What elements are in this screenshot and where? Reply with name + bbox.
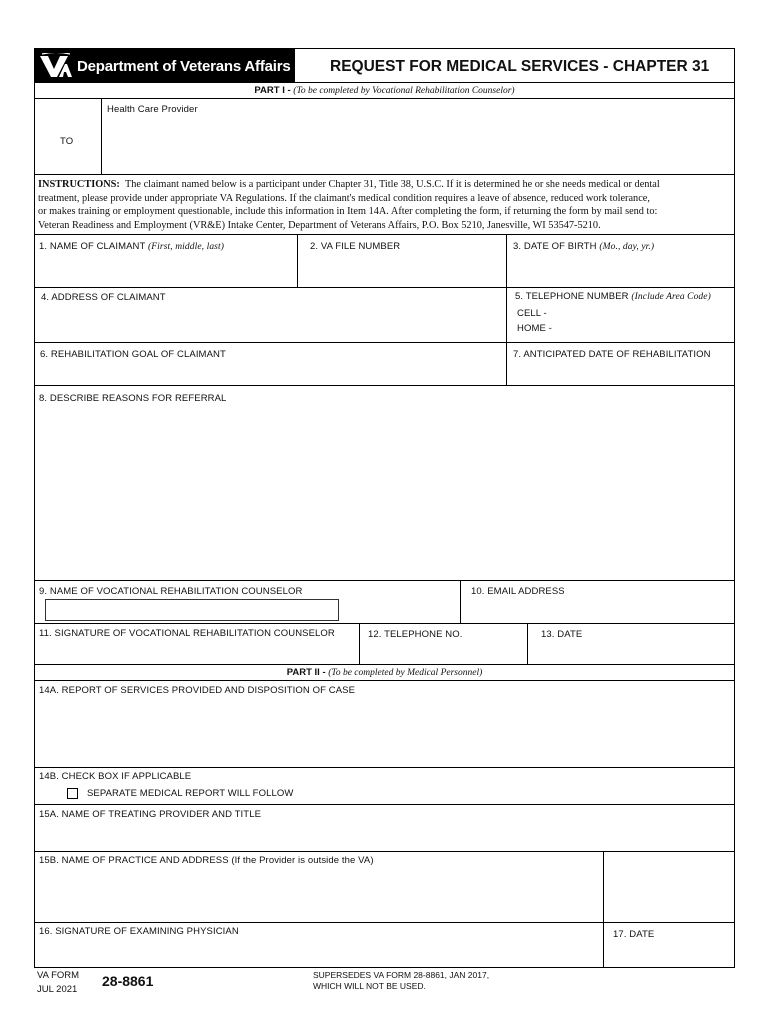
footer-supersedes-line-2: WHICH WILL NOT BE USED. (313, 981, 426, 991)
telephone-number-label: 5. TELEPHONE NUMBER (Include Area Code) (515, 291, 711, 302)
physician-signature-label: 16. SIGNATURE OF EXAMINING PHYSICIAN (39, 926, 239, 937)
counselor-name-field[interactable] (45, 599, 339, 621)
email-address-field[interactable] (463, 599, 733, 621)
instructions-line-3: or makes training or employment questionable, include this information in Item 14A. After completing the form, if returning the form by mail send to: (38, 206, 658, 218)
footer-supersedes-line-1: SUPERSEDES VA FORM 28-8861, JAN 2017, (313, 970, 490, 980)
separate-report-label: SEPARATE MEDICAL REPORT WILL FOLLOW (87, 788, 294, 799)
department-name: Department of Veterans Affairs (77, 58, 291, 75)
va-seal-icon (39, 53, 73, 79)
instructions-line-1: INSTRUCTIONS: The claimant named below is a participant under Chapter 31, Title 38, U.S.C. If it is determined he or she needs medical or dental (38, 179, 660, 190)
health-care-provider-label: Health Care Provider (107, 104, 198, 115)
claimant-name-field[interactable] (37, 254, 295, 285)
check-box-label: 14B. CHECK BOX IF APPLICABLE (39, 771, 192, 782)
instructions-block (38, 178, 733, 232)
part1-heading (35, 85, 734, 96)
va-file-number-field[interactable] (299, 254, 504, 285)
date-of-birth-field[interactable] (508, 254, 734, 285)
anticipated-date-field[interactable] (508, 361, 734, 383)
to-label: TO (60, 136, 74, 147)
cell-phone-field[interactable] (555, 306, 733, 319)
part2-note: (To be completed by Medical Personnel) (328, 668, 483, 678)
footer-form-number: 28-8861 (102, 973, 154, 989)
referral-reasons-field[interactable] (37, 406, 733, 578)
part2-label: PART II - (286, 667, 326, 678)
rehab-goal-field[interactable] (37, 361, 503, 383)
anticipated-date-label: 7. ANTICIPATED DATE OF REHABILITATION (513, 349, 711, 360)
form-title: REQUEST FOR MEDICAL SERVICES - CHAPTER 31 (330, 58, 710, 75)
date-17-label: 17. DATE (613, 929, 655, 940)
home-phone-label: HOME - (517, 323, 552, 334)
telephone-no-field[interactable] (361, 642, 525, 662)
practice-address-label: 15B. NAME OF PRACTICE AND ADDRESS (If the Provider is outside the VA) (39, 855, 374, 866)
va-file-number-label: 2. VA FILE NUMBER (310, 241, 401, 252)
email-address-label: 10. EMAIL ADDRESS (471, 586, 565, 597)
cell-phone-label: CELL - (517, 308, 547, 319)
date-13-label: 13. DATE (541, 629, 583, 640)
date-13-field[interactable] (529, 642, 733, 662)
part1-label: PART I - (254, 85, 291, 96)
form-container (34, 48, 735, 968)
physician-signature-field[interactable] (37, 939, 601, 966)
counselor-signature-field[interactable] (37, 641, 357, 662)
part1-note: (To be completed by Vocational Rehabilitation Counselor) (293, 86, 515, 96)
claimant-name-label: 1. NAME OF CLAIMANT (First, middle, last) (39, 241, 224, 252)
telephone-no-label: 12. TELEPHONE NO. (368, 629, 463, 640)
practice-address-field[interactable] (37, 868, 601, 920)
home-phone-field[interactable] (555, 321, 733, 334)
report-of-services-label: 14A. REPORT OF SERVICES PROVIDED AND DISPOSITION OF CASE (39, 685, 356, 696)
date-17-field[interactable] (605, 942, 733, 966)
treating-provider-field[interactable] (37, 822, 733, 849)
report-of-services-field[interactable] (37, 698, 733, 765)
claimant-address-label: 4. ADDRESS OF CLAIMANT (41, 292, 166, 303)
date-of-birth-label: 3. DATE OF BIRTH (Mo., day, yr.) (513, 241, 655, 252)
part2-heading (35, 667, 734, 678)
va-logo-banner (35, 49, 294, 82)
health-care-provider-field[interactable] (102, 116, 734, 172)
footer-form-label: VA FORM (37, 970, 80, 981)
footer-form-date: JUL 2021 (37, 984, 78, 995)
counselor-signature-label: 11. SIGNATURE OF VOCATIONAL REHABILITATION COUNSELOR (39, 628, 335, 639)
referral-reasons-label: 8. DESCRIBE REASONS FOR REFERRAL (39, 393, 227, 404)
treating-provider-label: 15A. NAME OF TREATING PROVIDER AND TITLE (39, 809, 262, 820)
counselor-name-label: 9. NAME OF VOCATIONAL REHABILITATION COUNSELOR (39, 586, 303, 597)
rehab-goal-label: 6. REHABILITATION GOAL OF CLAIMANT (40, 349, 226, 360)
separate-report-checkbox[interactable] (67, 788, 78, 799)
instructions-line-2: treatment, please provide under appropriate VA Regulations. If the claimant's medical condition requires a leave of absence, reduced work tolerance, (38, 192, 650, 204)
instructions-line-4: Veteran Readiness and Employment (VR&E) Intake Center, Department of Veterans Affairs, P.O. Box 5210, Janesville, WI 53547-5210. (38, 219, 601, 231)
claimant-address-field[interactable] (37, 305, 503, 340)
